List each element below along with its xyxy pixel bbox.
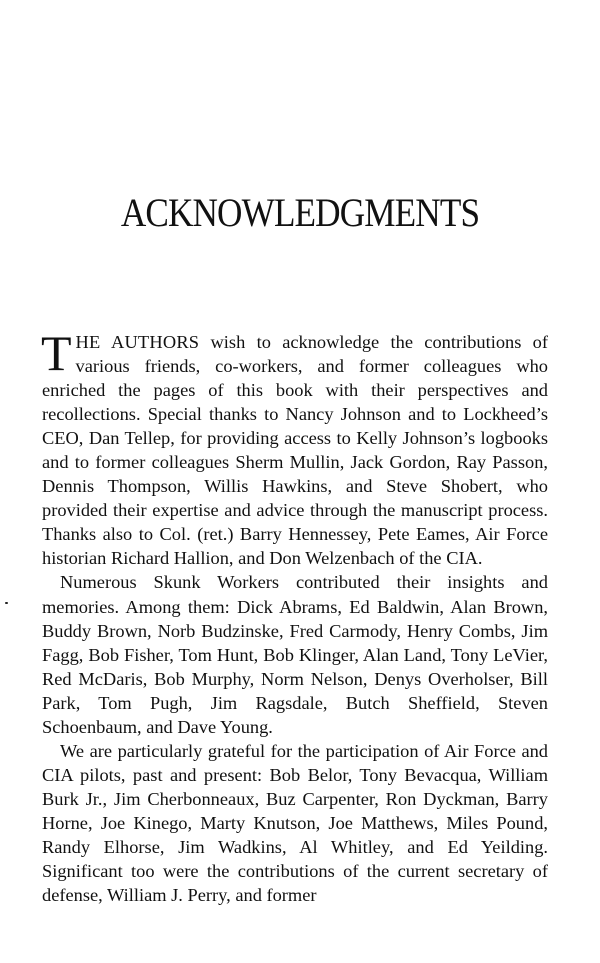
paragraph-2: Numerous Skunk Workers contributed their insights and memories. Among them: Dick Abrams, Ed Baldwin, Alan Brown, Buddy Brown, Norb Budzinske, Fred Carmody, Henry Combs, Jim Fagg, Bob Fisher, Tom Hunt, Bob Klinger, Alan Land, Tony LeVier, Red McDaris, Bob Murphy, Norm Nelson, Denys Overholser, Bill Park, Tom Pugh, Jim Ragsdale, Butch Sheffield, Steven Schoenbaum, and Dave Young. (42, 572, 548, 737)
page-title: ACKNOWLEDGMENTS (120, 190, 480, 235)
scan-speck (5, 602, 8, 604)
paragraph-1-lead: HE AUTHORS (75, 332, 200, 352)
paragraph-1 (41, 325, 548, 570)
acknowledgments-body (41, 325, 548, 907)
paragraph-1-text: wish to acknowledge the contributions of various friends, co-workers, and former colleagues who enriched the pages of this book with their perspectives and recollections. Special thanks to Nancy Johnson and to Lockheed’s CEO, Dan Tellep, for providing access to Kelly Johnson’s logbooks and to former colleagues Sherm Mullin, Jack Gordon, Ray Passon, Dennis Thompson, Willis Hawkins, and Steve Shobert, who provided their expertise and advice through the manuscript process. Thanks also to Col. (ret.) Barry Hennessey, Pete Eames, Air Force historian Richard Hallion, and Don Welzenbach of the CIA. (42, 332, 548, 569)
drop-cap: T (41, 325, 72, 381)
paragraph-3: We are particularly grateful for the participation of Air Force and CIA pilots, past and present: Bob Belor, Tony Bevacqua, William Burk Jr., Jim Cherbonneaux, Buz Carpenter, Ron Dyckman, Barry Horne, Joe Kinego, Marty Knutson, Joe Matthews, Miles Pound, Randy Elhorse, Jim Wadkins, Al Whitley, and Ed Yeilding. Significant too were the contributions of the current secretary of defense, William J. Perry, and former (42, 740, 548, 906)
